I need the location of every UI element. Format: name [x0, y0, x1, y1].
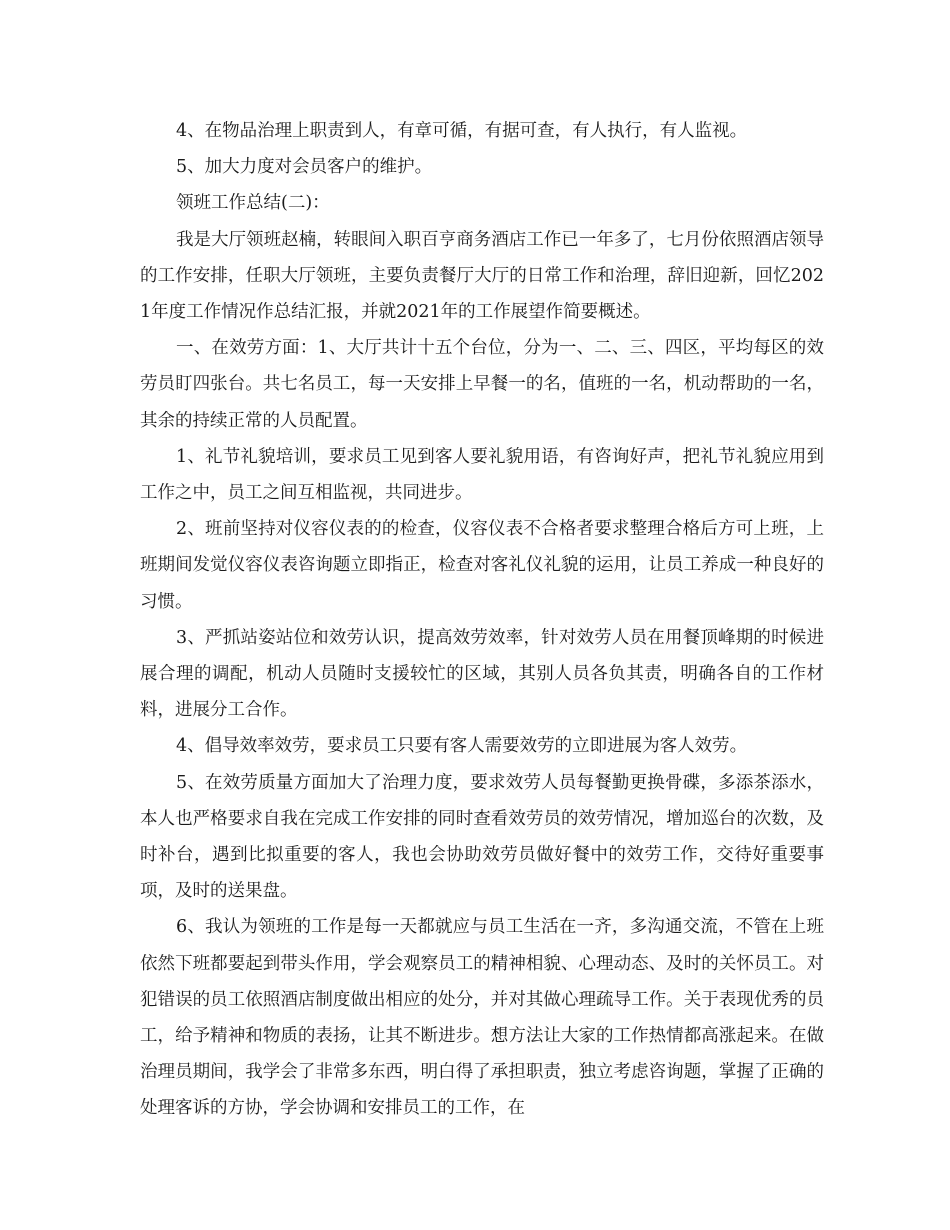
document-body: [140, 113, 824, 1127]
paragraph-appearance-check: 2、班前坚持对仪容仪表的的检查，仪容仪表不合格者要求整理合格后方可上班，上班期间发觉仪容仪表咨询题立即指正，检查对客礼仪礼貌的运用，让员工养成一种良好的习惯。: [140, 519, 824, 612]
section-heading: 领班工作总结(二)：: [176, 193, 330, 214]
paragraph-item-4-responsibility: 4、在物品治理上职责到人，有章可循，有据可查，有人执行，有人监视。: [176, 121, 748, 141]
paragraph-etiquette-training: 1、礼节礼貌培训，要求员工见到客人要礼貌用语，有咨询好声，把礼节礼貌应用到工作之中，员工之间互相监视，共同进步。: [140, 446, 824, 504]
paragraph-efficient-service: 4、倡导效率效劳，要求员工只要有客人需要效劳的立即进展为客人效劳。: [176, 736, 748, 757]
paragraph-service-quality: 5、在效劳质量方面加大了治理力度，要求效劳人员每餐勤更换骨碟，多添茶添水，本人也严格要求自我在完成工作安排的同时查看效劳员的效劳情况，增加巡台的次数，及时补台，遇到比拟重要的客人，我也会协助效劳员做好餐中的效劳工作，交待好重要事项，及时的送果盘。: [140, 772, 824, 902]
paragraph-intro: 我是大厅领班赵楠，转眼间入职百亨商务酒店工作已一年多了，七月份依照酒店领导的工作安排，任职大厅领班，主要负责餐厅大厅的日常工作和治理，辞旧迎新，回忆2021年度工作情况作总结汇报，并就2021年的工作展望作简要概述。: [140, 229, 824, 323]
paragraph-leadership: 6、我认为领班的工作是每一天都就应与员工生活在一齐，多沟通交流，不管在上班依然下班都要起到带头作用，学会观察员工的精神相貌、心理动态、及时的关怀员工。对犯错误的员工依照酒店制度做出相应的处分，并对其做心理疏导工作。关于表现优秀的员工，给予精神和物质的表扬，让其不断进步。想方法让大家的工作热情都高涨起来。在做治理员期间，我学会了非常多东西，明白得了承担职责，独立考虑咨询题，掌握了正确的处理客诉的方协，学会协调和安排员工的工作，在: [140, 917, 824, 1119]
paragraph-service-overview: 一、在效劳方面：1、大厅共计十五个台位，分为一、二、三、四区，平均每区的效劳员盯四张台。共七名员工，每一天安排上早餐一的名，值班的一名，机动帮助的一名，其余的持续正常的人员配置。: [140, 338, 824, 431]
paragraph-item-5-member-care: 5、加大力度对会员客户的维护。: [176, 157, 433, 178]
paragraph-posture-efficiency: 3、严抓站姿站位和效劳认识，提高效劳效率，针对效劳人员在用餐顶峰期的时候进展合理的调配，机动人员随时支援较忙的区域，其别人员各负其责，明确各自的工作材料，进展分工合作。: [140, 627, 824, 721]
